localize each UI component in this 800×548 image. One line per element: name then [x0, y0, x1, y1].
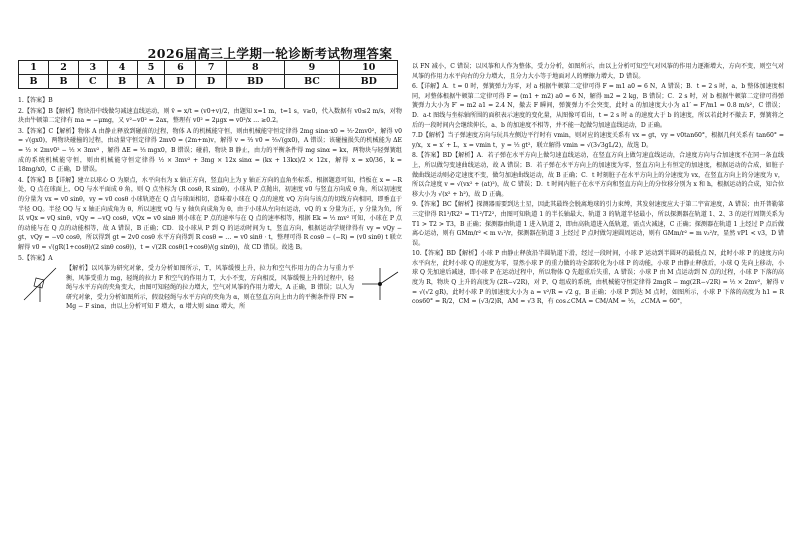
solution-4: 4.【答案】B【详解】建立以球心 O 为原点，水平向右为 x 轴正方向，竖直向上为 y 轴正方向的直角坐标系，根据题意可知，挡板在 x = −R 处，Q 点在球面上，OQ 与水平面成 θ 角，则 Q 点坐标为 (R cosθ, R sinθ)，小球从 P 点抛出，初速度 v0 与竖直方向成 θ 角，所以初速度的分量为 vx = v0 sinθ，vy = v0 cosθ 小球轨迹在 Q 点与球面相切，意味着小球在 Q 点的速度 vQ 方向与该点的切线方向相同，即垂直于半径 OQ。半径 OQ 与 x 轴正向成角为 θ，所以速度 vQ 与 y 轴负向成角为 θ，由于小球从左向右运动，vQ 的 x 分量为正，y 分量为负，所以 vQx = vQ sinθ，vQy = −vQ cosθ，vQx = v0 sinθ 则小球在 P 点的速率与在 Q 点的速率相等，根据 Ek = ½ mv² 可知，小球在 P 点的动能与在 Q 点的动能相等，故 A 错误，B 正确；CD．设小球从 P 到 Q 的运动时间为 t，竖直方向，根据运动学规律得有 vy = vQy − gt，vQy = −v0 cosθ，所以得到 gt = 2v0 cosθ 水平方向得到 R cosθ = … = v0 sinθ ⋅ t，整理可得 R cosθ − (−R) = (v0 sinθ) t 联立解得 v0 = √(gR(1+cosθ)/(2 sinθ cosθ))，t = √(2R cosθ(1+cosθ)/(g sinθ))，故 CD 错误。故选 B。	[18, 176, 402, 251]
solution-5-text: 【解析】以风筝为研究对象，受力分析如图所示，T，风筝缓慢上升，拉力和空气作用力的合力与重力平衡，风筝受重力 mg，轻绳的拉力 F 和空气的作用力 T，大小不变，方向相反，风筝缓慢上升的过程中，轻绳与水平方向的夹角变大，由图可知轻绳的拉力增大，空气对风筝的作用力增大，A 正确，B 错误；以人为研究对象，受力分析如图所示，假设轻绳与水平方向的夹角为 α，则在竖直方向上由力的平衡条件得 FN = Mg − F sinα，由以上分析可知 F 增大，α 增大则 sinα 增大，所	[66, 265, 354, 311]
answer-table	[18, 60, 398, 89]
question-number: 3	[79, 61, 107, 75]
kite-force-diagram	[18, 264, 62, 304]
answer-cell: D	[196, 75, 227, 89]
answer-cell: BD	[227, 75, 285, 89]
solution-5	[18, 264, 402, 312]
answer-cell: A	[137, 75, 165, 89]
question-number: 5	[137, 61, 165, 75]
answer-cell: BD	[340, 75, 398, 89]
page-title: 2026届高三上学期一轮诊断考试物理答案	[147, 46, 393, 61]
answer-cell: BC	[284, 75, 340, 89]
answer-cell: B	[107, 75, 137, 89]
solution-10: 10.【答案】BD【解析】小球 P 由静止释放沿半圆轨道下滑，经过一段时间，小球 P 运动到半圆环的最低点 N，此时小球 P 的速度方向水平向左，此时小球 Q 的速度为零，显然小球 P 的重力做的功全部转化为小球 P 的动能，小球 P 由静止释放后，小球 Q 先向上移动，小球 Q 先加速后减速，即小球 P 在运动过程中，所以物体 Q 先超重后失重，A 错误；小球 P 由 M 点运动到 N 点的过程，小球 P 下落的高度为 R，物块 Q 上升的高度为 (2R−√2R)，对 P、Q 组成的系统，由机械能守恒定律得 2mgR − mg(2R−√2R) = ½ × 2mv²，解得 v = √(√2 gR)，此时小球 P 的加速度大小为 a = v²/R = √2 g，B 正确；小球 P 到达 M 点时，如图所示，小球 P 下落的高度为 h1 = R cos60° = R/2，CM = (√3/2)R，AM = √3 R，有 cos∠CMA = CM/AM = ½，∠CMA = 60°，	[412, 250, 785, 306]
answer-cell: B	[49, 75, 79, 89]
question-number: 4	[107, 61, 137, 75]
question-number: 6	[165, 61, 196, 75]
solution-8: 8.【答案】BD【解析】A．若子弹在水平方向上做匀速直线运动，在竖直方向上做匀速直线运动，合速度方向与合加速度不在同一条直线上，所以做匀变速曲线运动，故 A 错误；B．若子弹在水平方向上的加速度为零，竖直方向上有恒定的加速度，根据运动的合成，如脏子做曲线运动则必定速度不变，做匀加速曲线运动，故 B 正确；C．t 时刻脏子在水平方向上的分速度为 vx，在竖直方向上的分速度为 v，所以合速度 v = √(vx² + (at)²)，故 C 错误；D．t 时间内脏子在水平方向和竖直方向上的分位移分别为 x 和 h，根据运动的合成，知合位移大小为 √(x² + h²)，故 D 正确。	[412, 152, 784, 198]
solution-6: 6.【详解】A．t = 0 时，弹簧弹力为零，对 a 根据牛顿第二定律可得 F = m1 a0 = 6 N，A 错误；B．t = 2 s 时，a、b 整体加速度相同，对整体根据牛顿第二定律可得 F = (m1 + m2) a0 = 6 N，解得 m2 = 2 kg，B 错误；C．2 s 时，对 b 根据牛顿第二定律可得弹簧弹力大小为 F′ = m2 a1 = 2.4 N，撤去 F 瞬间，弹簧弹力不会突变，此时 a 的加速度大小为 a1′ = F′/m1 = 0.8 m/s²，C 错误；D．a-t 图线与坐标轴所围的面积表示速度的变化量，从图像可看出，t = 2 s 时 a 的速度大于 b 的速度，所以若此时不撤去 F，弹簧将之后的一段时间内会继续伸长，a、b 的加速度不相等，并不能一起做匀加速直线运动，D 正确。	[412, 83, 784, 129]
question-number: 10	[340, 61, 398, 75]
left-column	[18, 96, 402, 313]
solution-5-cont: 以 FN 减小，C 错误；以风筝和人作为整体，受力分析，如图所示，由以上分析可知空气对风筝的作用力逐渐增大，方向不变，则空气对风筝的作用力水平向右的分力增大，且分力大小等于地面对人的摩擦力增大，D 错误。	[412, 63, 784, 80]
solution-9: 9.【答案】BC【解析】探测器需要到达土星，因此其最终会脱离地球的引力束缚，其发射速度应大于第二宇宙速度，A 错误；由开普勒第三定律得 R1³/R2³ = T1²/T2²，由图可知轨道 1 的半长轴最大、轨道 3 的轨道半径最小，所以探测器在轨道 1、2、3 的运行周期关系为 T1 > T2 > T3，B 正确；探测器由轨道 1 进入轨道 2，即由高轨道进入低轨道，需点火减速，C 正确；探测器在轨道 1 上经过 P 点后做离心运动，则有 GMm/r² < m v₁²/r，探测器在轨道 3 上经过 P 点时做匀速圆周运动，则有 GMm/r² = m v₃²/r，显然 vP1 < v3，D 错误。	[412, 201, 784, 247]
question-number: 2	[49, 61, 79, 75]
solution-7: 7.D【解析】当子弹速度方向与玩具左侧边平行时有 vmin，则对应的速度关系有 vx = gt，vy = v0tan60°，根据几何关系有 tan60° = y/x，x = x′ + L，x = vmin t，y = ½ gt²，联立解得 vmin = √(3√3gL/2)，故选 D。	[412, 132, 784, 149]
solution-5-answer: 5.【答案】A	[18, 254, 53, 262]
question-number: 1	[19, 61, 49, 75]
solution-1: 1.【答案】B	[18, 97, 53, 104]
answer-table-numbers	[19, 61, 398, 75]
answer-cell: C	[79, 75, 107, 89]
right-column	[412, 62, 784, 308]
question-number: 9	[284, 61, 340, 75]
solution-2: 2.【答案】B【解析】物块沿中线做匀减速直线运动，则 v̄ = x/t = (v0+v)/2，由题知 x=1 m，t=1 s，v≥0，代入数据有 v0≤2 m/s，对物块由牛顿第二定律有 ma = −μmg，又 v²−v0² = 2ax，整理有 v0² = 2μgx ⇒ v0²/x … ≥0.2。	[18, 107, 402, 125]
answer-table-answers	[19, 75, 398, 89]
answer-cell: D	[165, 75, 196, 89]
question-number: 7	[196, 61, 227, 75]
solution-3: 3.【答案】C【解析】物体 A 由静止释放到碰前的过程，物体 A 的机械能守恒，则由机械能守恒定律得 2mg sinα·x0 = ½·2mv0²，解得 v0 = √(gx0)，两物块碰撞的过程，由动量守恒定律得 2mv0 = (2m+m)v，解得 v = ⅔ v0 = ⅔√(gx0)，A 错误；该碰撞损失的机械能为 ΔE = ½ × 2mv0² − ½ × 3mv² ，解得 ΔE = ⅓ mgx0，B 错误；碰前，物块 B 静止，由力的平衡条件得 mg sinα = kx，两物块与轻弹簧组成的系统机械能守恒，则由机械能守恒定律得 ½ × 3mv² + 3mg × 12x sinα = (kx + 13kx)/2 × 12x，解得 x = x0/36，k = 18mg/x0，C 正确，D 错误。	[18, 127, 402, 174]
person-force-diagram	[358, 264, 402, 304]
question-number: 8	[227, 61, 285, 75]
answer-cell: B	[19, 75, 49, 89]
